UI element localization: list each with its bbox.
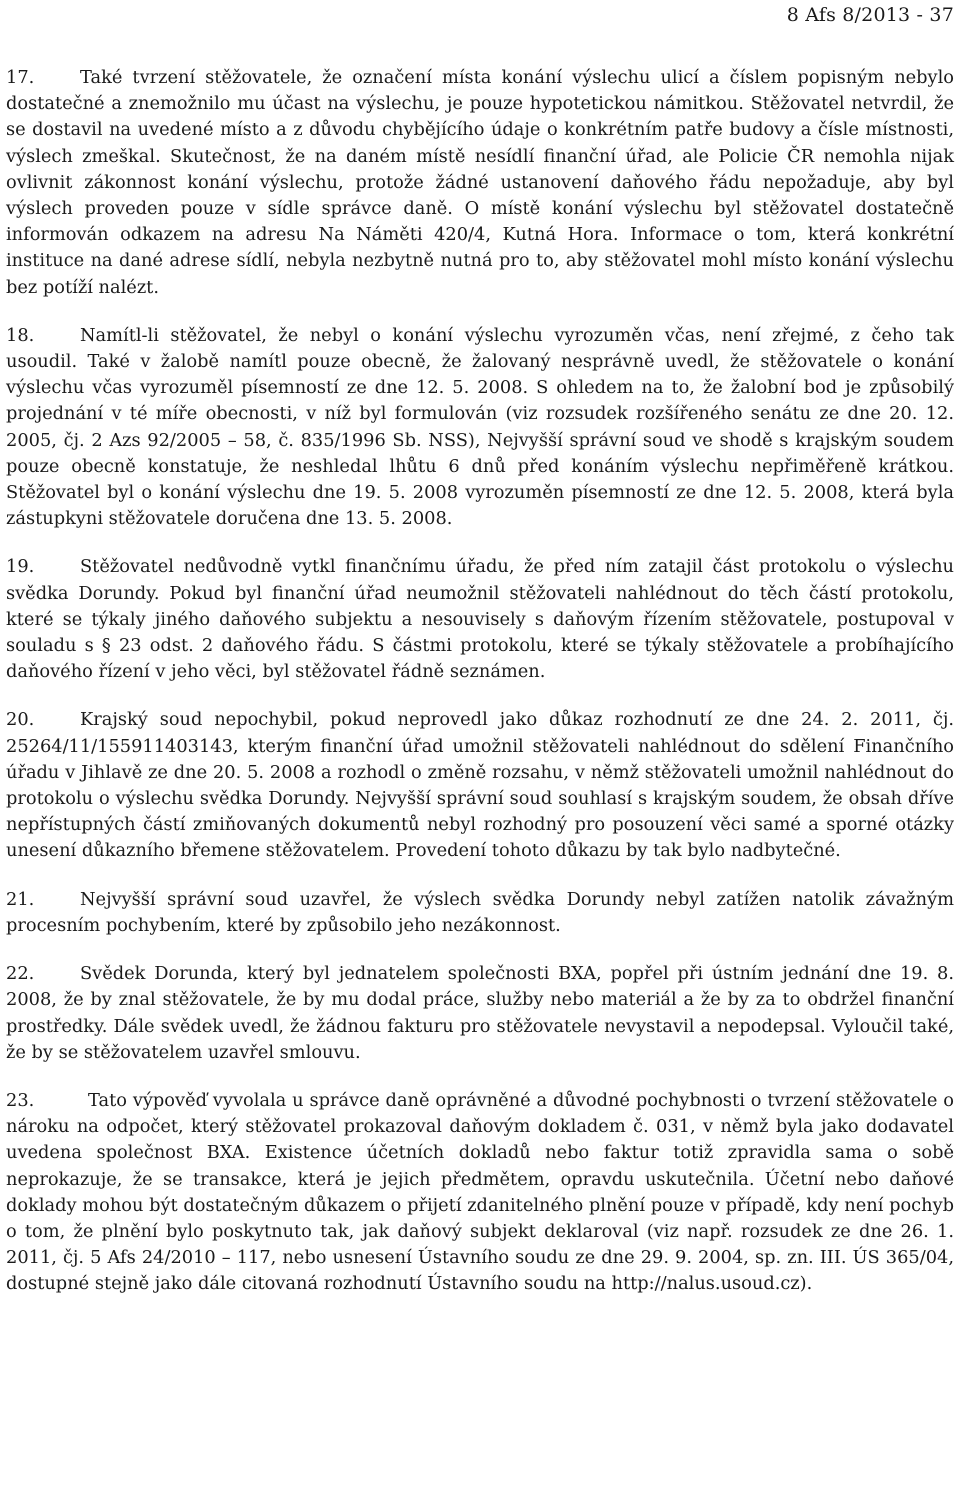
paragraph-number: 20. xyxy=(6,709,35,731)
paragraph-22 xyxy=(6,961,954,1066)
paragraph-number: 21. xyxy=(6,888,35,910)
paragraph-text: Krajský soud nepochybil, pokud neprovedl jako důkaz rozhodnutí ze dne 24. 2. 2011, čj. 25264/11/155911403143, kterým finanční úřad umožnil stěžovateli nahlédnout do sdělení Finančního úřadu v Jihlavě ze dne 20. 5. 2008 a rozhodl o změně rozsahu, v němž stěžovateli umožnil nahlédnout do protokolu o výslechu svědka Dorundy. Nejvyšší správní soud souhlasí s krajským soudem, že obsah dříve nepřístupných částí zmiňovaných dokumentů nebyl rozhodný pro posouzení věci samé a sporné otázky unesení důkazního břemene stěžovatelem. Provedení tohoto důkazu by tak bylo nadbytečné. xyxy=(6,709,954,862)
paragraph-20 xyxy=(6,707,954,864)
paragraph-number: 23. xyxy=(6,1089,35,1111)
document-body xyxy=(6,65,954,1320)
paragraph-23 xyxy=(6,1088,954,1298)
paragraph-19 xyxy=(6,554,954,685)
paragraph-text: Stěžovatel nedůvodně vytkl finančnímu úřadu, že před ním zatajil část protokolu o výslechu svědka Dorundy. Pokud byl finanční úřad neumožnil stěžovateli nahlédnout do těch částí protokolu, které se týkaly jiného daňového subjektu a nesouvisely s daňovým řízením stěžovatele, postupoval v souladu s § 23 odst. 2 daňového řádu. S částmi protokolu, které se týkaly stěžovatele a probíhajícího daňového řízení v jeho věci, byl stěžovatel řádně seznámen. xyxy=(6,556,954,683)
paragraph-number: 22. xyxy=(6,963,35,985)
paragraph-number: 19. xyxy=(6,556,35,578)
paragraph-21 xyxy=(6,887,954,939)
case-reference-header: 8 Afs 8/2013 - 37 xyxy=(786,4,954,26)
paragraph-text: Také tvrzení stěžovatele, že označení místa konání výslechu ulicí a číslem popisným nebylo dostatečné a znemožnilo mu účast na výslechu, je pouze hypotetickou námitkou. Stěžovatel netvrdil, že se dostavil na uvedené místo a z důvodu chybějícího údaje o konkrétním patře budovy a čísle místnosti, výslech zmeškal. Skutečnost, že na daném místě nesídlí finanční úřad, ale Policie ČR nemohla nijak ovlivnit zákonnost konání výslechu, protože žádné ustanovení daňového řádu nepožaduje, aby byl výslech proveden pouze v sídle správce daně. O místě konání výslechu byl stěžovatel dostatečně informován odkazem na adresu Na Náměti 420/4, Kutná Hora. Informace o tom, která konkrétní instituce na dané adrese sídlí, nebyla nezbytně nutná pro to, aby stěžovatel mohl místo konání výslechu bez potíží nalézt. xyxy=(6,67,954,298)
paragraph-number: 18. xyxy=(6,324,35,346)
paragraph-text: Nejvyšší správní soud uzavřel, že výslech svědka Dorundy nebyl zatížen natolik závažným procesním pochybením, které by způsobilo jeho nezákonnost. xyxy=(6,888,954,936)
paragraph-17 xyxy=(6,65,954,301)
paragraph-text: Tato výpověď vyvolala u správce daně oprávněné a důvodné pochybnosti o tvrzení stěžovatele o nároku na odpočet, který stěžovatel prokazoval daňovým dokladem č. 031, v němž byla jako dodavatel uvedena společnost BXA. Existence účetních dokladů nebo faktur totiž zpravidla sama o sobě neprokazuje, že se transakce, která je jejich předmětem, opravdu uskutečnila. Účetní nebo daňové doklady mohou být dostatečným důkazem o přijetí zdanitelného plnění pouze v případě, kdy není pochyb o tom, že plnění bylo poskytnuto tak, jak daňový subjekt deklaroval (viz např. rozsudek ze dne 26. 1. 2011, čj. 5 Afs 24/2010 – 117, nebo usnesení Ústavního soudu ze dne 29. 9. 2004, sp. zn. III. ÚS 365/04, dostupné stejně jako dále citovaná rozhodnutí Ústavního soudu na http://nalus.usoud.cz). xyxy=(6,1089,954,1295)
paragraph-text: Namítl-li stěžovatel, že nebyl o konání výslechu vyrozuměn včas, není zřejmé, z čeho tak usoudil. Také v žalobě namítl pouze obecně, že žalovaný nesprávně uvedl, že stěžovatele o konání výslechu včas vyrozuměl písemností ze dne 12. 5. 2008. S ohledem na to, že žalobní bod je způsobilý projednání v té míře obecnosti, v níž byl formulován (viz rozsudek rozšířeného senátu ze dne 20. 12. 2005, čj. 2 Azs 92/2005 – 58, č. 835/1996 Sb. NSS), Nejvyšší správní soud ve shodě s krajským soudem pouze obecně konstatuje, že neshledal lhůtu 6 dnů před konáním výslechu nepřiměřeně krátkou. Stěžovatel byl o konání výslechu dne 19. 5. 2008 vyrozuměn písemností ze dne 12. 5. 2008, která byla zástupkyni stěžovatele doručena dne 13. 5. 2008. xyxy=(6,324,954,530)
paragraph-number: 17. xyxy=(6,67,35,88)
paragraph-text: Svědek Dorunda, který byl jednatelem společnosti BXA, popřel při ústním jednání dne 19. 8. 2008, že by znal stěžovatele, že by mu dodal práce, služby nebo materiál a že by za to obdržel finanční prostředky. Dále svědek uvedl, že žádnou fakturu pro stěžovatele nevystavil a nepodepsal. Vyloučil také, že by se stěžovatelem uzavřel smlouvu. xyxy=(6,963,954,1063)
paragraph-18 xyxy=(6,323,954,533)
